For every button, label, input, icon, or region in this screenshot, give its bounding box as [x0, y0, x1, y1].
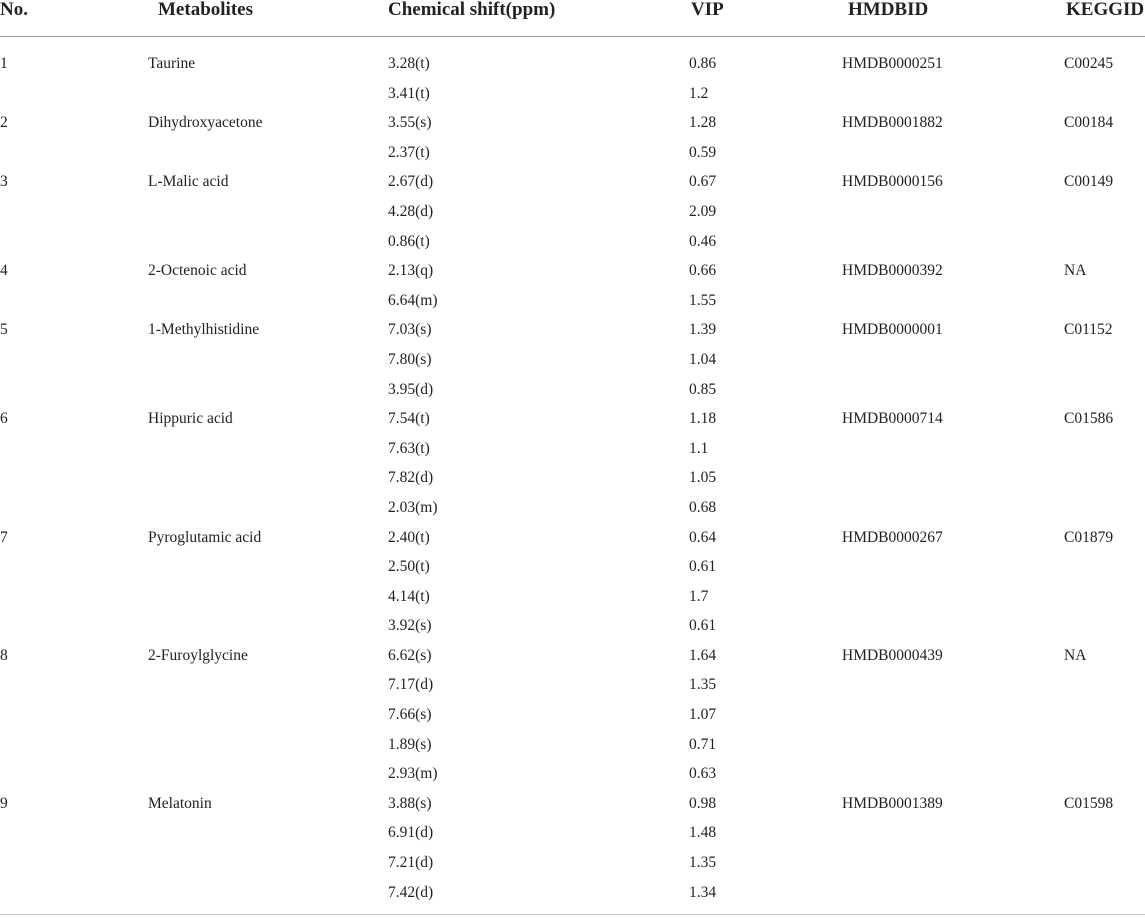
- row-no: 2: [0, 114, 8, 132]
- row-metabolite: 2-Octenoic acid: [148, 262, 247, 280]
- table-row: [0, 463, 1145, 493]
- header-metabolites: Metabolites: [158, 0, 253, 20]
- row-no: 4: [0, 262, 8, 280]
- row-vip: 1.34: [689, 883, 717, 901]
- table-row: [0, 759, 1145, 789]
- row-metabolite: L-Malic acid: [148, 173, 229, 191]
- row-chemical-shift: 2.67(d): [388, 173, 434, 191]
- table-row: [0, 375, 1145, 405]
- row-vip: 1.55: [689, 291, 717, 309]
- row-vip: 1.48: [689, 824, 717, 842]
- row-chemical-shift: 2.37(t): [388, 143, 430, 161]
- table-row: [0, 49, 1145, 79]
- row-vip: 1.28: [689, 114, 717, 132]
- row-vip: 0.64: [689, 528, 717, 546]
- table-row: [0, 256, 1145, 286]
- row-chemical-shift: 4.14(t): [388, 587, 430, 605]
- table-row: [0, 197, 1145, 227]
- row-vip: 2.09: [689, 202, 717, 220]
- row-vip: 1.64: [689, 646, 717, 664]
- row-keggid: NA: [1064, 262, 1087, 280]
- row-no: 7: [0, 528, 8, 546]
- row-chemical-shift: 3.41(t): [388, 84, 430, 102]
- row-vip: 0.46: [689, 232, 717, 250]
- row-chemical-shift: 2.13(q): [388, 262, 434, 280]
- row-vip: 1.1: [689, 439, 709, 457]
- row-vip: 0.68: [689, 498, 717, 516]
- row-vip: 1.35: [689, 676, 717, 694]
- row-hmdbid: HMDB0000714: [842, 410, 943, 428]
- row-hmdbid: HMDB0000156: [842, 173, 943, 191]
- table-row: [0, 79, 1145, 109]
- row-chemical-shift: 6.91(d): [388, 824, 434, 842]
- row-vip: 1.07: [689, 706, 717, 724]
- row-vip: 1.18: [689, 410, 717, 428]
- row-vip: 0.66: [689, 262, 717, 280]
- row-metabolite: Dihydroxyacetone: [148, 114, 263, 132]
- table-row: [0, 670, 1145, 700]
- row-chemical-shift: 7.63(t): [388, 439, 430, 457]
- row-chemical-shift: 2.03(m): [388, 498, 438, 516]
- row-chemical-shift: 1.89(s): [388, 735, 432, 753]
- row-vip: 1.39: [689, 321, 717, 339]
- row-chemical-shift: 7.42(d): [388, 883, 434, 901]
- row-metabolite: Melatonin: [148, 794, 212, 812]
- table-row: [0, 404, 1145, 434]
- row-no: 9: [0, 794, 8, 812]
- table-row: [0, 641, 1145, 671]
- row-metabolite: Pyroglutamic acid: [148, 528, 262, 546]
- row-keggid: C01598: [1064, 794, 1114, 812]
- row-hmdbid: HMDB0000251: [842, 55, 943, 72]
- row-vip: 0.85: [689, 380, 717, 398]
- row-metabolite: Hippuric acid: [148, 410, 233, 428]
- row-hmdbid: HMDB0000267: [842, 528, 943, 546]
- row-metabolite: 1-Methylhistidine: [148, 321, 260, 339]
- row-keggid: C01152: [1064, 321, 1113, 339]
- row-no: 8: [0, 646, 8, 664]
- table-row: [0, 611, 1145, 641]
- table-row: [0, 315, 1145, 345]
- table-header-row: [0, 0, 1145, 37]
- row-keggid: C01586: [1064, 410, 1114, 428]
- row-vip: 1.7: [689, 587, 709, 605]
- row-chemical-shift: 0.86(t): [388, 232, 430, 250]
- row-no: 5: [0, 321, 8, 339]
- table-row: [0, 493, 1145, 523]
- row-keggid: C00149: [1064, 173, 1114, 191]
- row-vip: 0.61: [689, 617, 717, 635]
- row-hmdbid: HMDB0000392: [842, 262, 943, 280]
- row-chemical-shift: 3.95(d): [388, 380, 434, 398]
- header-vip: VIP: [691, 0, 724, 20]
- row-chemical-shift: 2.50(t): [388, 558, 430, 576]
- row-chemical-shift: 3.55(s): [388, 114, 432, 132]
- row-vip: 0.59: [689, 143, 717, 161]
- table-row: [0, 434, 1145, 464]
- header-keggid: KEGGID: [1066, 0, 1145, 20]
- table-row: [0, 167, 1145, 197]
- row-chemical-shift: 3.28(t): [388, 55, 430, 72]
- table-row: [0, 552, 1145, 582]
- table-row: [0, 345, 1145, 375]
- row-chemical-shift: 6.64(m): [388, 291, 438, 309]
- row-chemical-shift: 2.93(m): [388, 765, 438, 783]
- row-hmdbid: HMDB0001389: [842, 794, 943, 812]
- row-vip: 1.04: [689, 350, 717, 368]
- row-no: 1: [0, 55, 8, 72]
- table-row: [0, 878, 1145, 908]
- table-body: [0, 49, 1145, 907]
- row-chemical-shift: 4.28(d): [388, 202, 434, 220]
- row-chemical-shift: 2.40(t): [388, 528, 430, 546]
- row-hmdbid: HMDB0000439: [842, 646, 943, 664]
- row-vip: 1.05: [689, 469, 717, 487]
- table-row: [0, 523, 1145, 553]
- table-row: [0, 730, 1145, 760]
- header-hmdbid: HMDBID: [848, 0, 929, 20]
- row-keggid: C00184: [1064, 114, 1114, 132]
- row-no: 6: [0, 410, 8, 428]
- header-no: No.: [0, 0, 28, 20]
- row-chemical-shift: 7.66(s): [388, 706, 432, 724]
- row-chemical-shift: 7.54(t): [388, 410, 430, 428]
- table-row: [0, 138, 1145, 168]
- table-row: [0, 286, 1145, 316]
- row-keggid: C00245: [1064, 55, 1114, 72]
- row-hmdbid: HMDB0001882: [842, 114, 943, 132]
- row-chemical-shift: 3.92(s): [388, 617, 432, 635]
- row-metabolite: 2-Furoylglycine: [148, 646, 248, 664]
- row-chemical-shift: 3.88(s): [388, 794, 432, 812]
- row-chemical-shift: 7.17(d): [388, 676, 434, 694]
- row-chemical-shift: 6.62(s): [388, 646, 432, 664]
- header-chemical-shift: Chemical shift(ppm): [388, 0, 556, 20]
- row-vip: 0.71: [689, 735, 717, 753]
- row-vip: 1.35: [689, 854, 717, 872]
- table-row: [0, 818, 1145, 848]
- row-vip: 0.67: [689, 173, 717, 191]
- table-row: [0, 700, 1145, 730]
- row-chemical-shift: 7.82(d): [388, 469, 434, 487]
- table-row: [0, 848, 1145, 878]
- row-vip: 0.61: [689, 558, 717, 576]
- table-row: [0, 227, 1145, 257]
- row-vip: 0.63: [689, 765, 717, 783]
- table-bottom-rule: [0, 914, 1145, 915]
- row-vip: 0.98: [689, 794, 717, 812]
- table-row: [0, 582, 1145, 612]
- row-chemical-shift: 7.03(s): [388, 321, 432, 339]
- row-metabolite: Taurine: [148, 55, 196, 72]
- row-chemical-shift: 7.21(d): [388, 854, 434, 872]
- row-hmdbid: HMDB0000001: [842, 321, 943, 339]
- row-vip: 0.86: [689, 55, 717, 72]
- row-keggid: C01879: [1064, 528, 1114, 546]
- row-vip: 1.2: [689, 84, 709, 102]
- table-row: [0, 789, 1145, 819]
- row-no: 3: [0, 173, 8, 191]
- row-keggid: NA: [1064, 646, 1087, 664]
- table-row: [0, 108, 1145, 138]
- row-chemical-shift: 7.80(s): [388, 350, 432, 368]
